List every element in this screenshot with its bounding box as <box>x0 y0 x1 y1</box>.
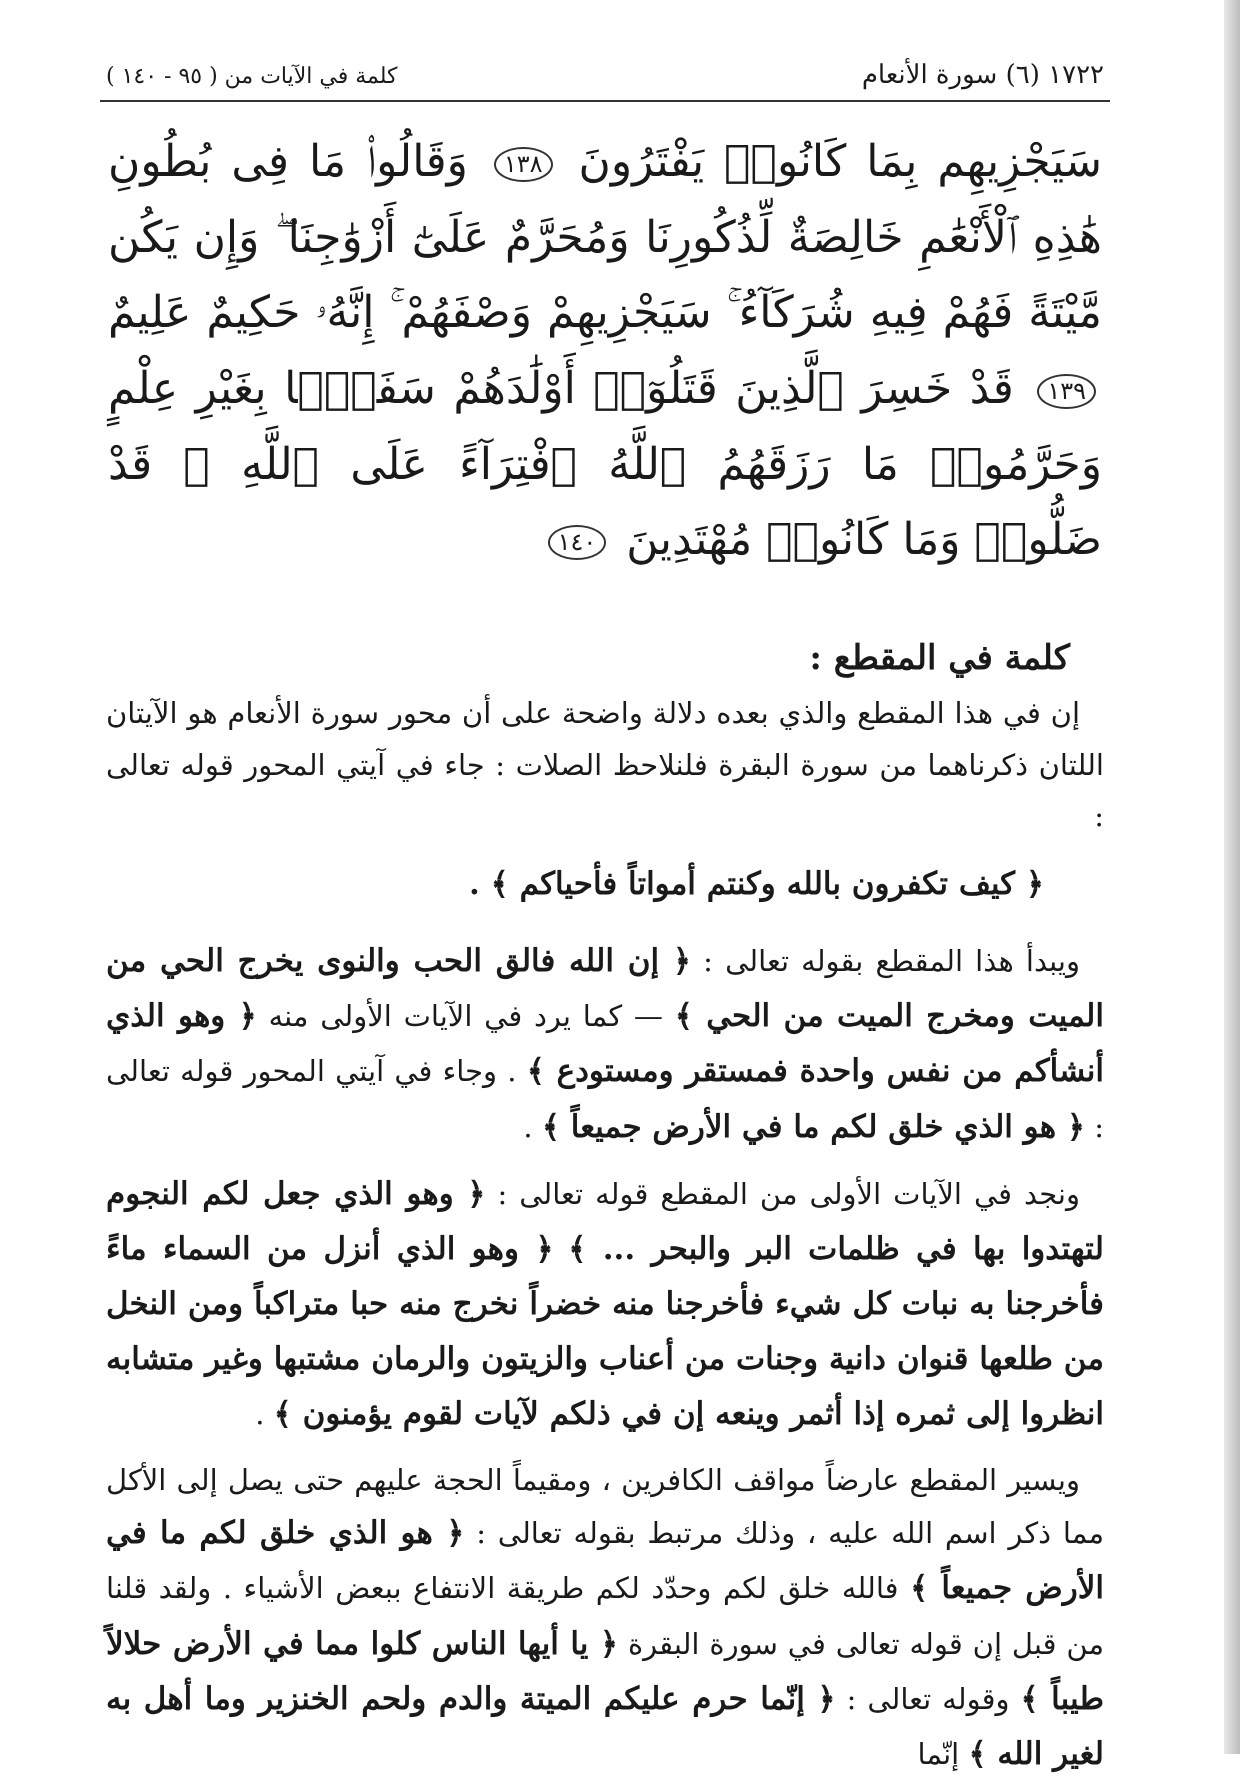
page-number: ١٧٢٢ <box>1048 60 1104 90</box>
text-run: إنّما <box>917 1736 960 1771</box>
quoted-verse: ﴿ وهو الذي أنشأكم من نفس واحدة فمستقر ومستودع ﴾ <box>106 998 1105 1090</box>
page-gutter-shadow <box>1224 0 1240 1754</box>
text-run: ويسير المقطع عارضاً مواقف الكافرين ، ومقيماً الحجة عليهم حتى يصل إلى الأكل مما ذكر اسم الله عليه ، وذلك مرتبط بقوله تعالى : <box>106 1462 1104 1551</box>
verse-number-139: ١٣٩ <box>1037 374 1096 409</box>
paragraph-4 <box>106 1455 1104 1782</box>
quoted-verse-centered: ﴿ كيف تكفرون بالله وكنتم أمواتاً فأحياكم ﴾ . <box>469 865 1044 902</box>
quran-segment: وَقَالُوا۟ مَا فِى بُطُونِ هَٰذِهِ ٱلْأَنْعَٰمِ خَالِصَةٌ لِّذُكُورِنَا وَمُحَرَّمٌ عَلَىٰٓ أَزْوَٰجِنَا ۖ وَإِن يَكُن مَّيْتَةً فَهُمْ فِيهِ شُرَكَآءُ ۚ سَيَجْزِيهِمْ وَصْفَهُمْ ۚ إِنَّهُۥ حَكِيمٌ عَلِيمٌ <box>108 136 1102 339</box>
quran-segment: قَدْ خَسِرَ ٱلَّذِينَ قَتَلُوٓا۟ أَوْلَٰدَهُمْ سَفَهًۢا بِغَيْرِ عِلْمٍ وَحَرَّمُوا۟ مَا رَزَقَهُمُ ٱللَّهُ ٱفْتِرَآءً عَلَى ٱللَّهِ ۚ قَدْ ضَلُّوا۟ وَمَا كَانُوا۟ مُهْتَدِينَ <box>108 363 1102 566</box>
text-run: . وجاء في آيتي المحور قوله تعالى : <box>106 1054 1104 1144</box>
quoted-verse: ﴿ وهو الذي جعل لكم النجوم لتهتدوا بها في ظلمات البر والبحر ... ﴾ <box>106 1175 1104 1267</box>
quoted-verse: ﴿ هو الذي خلق لكم ما في الأرض جميعاً ﴾ <box>106 1515 1104 1607</box>
quoted-verse: ﴿ هو الذي خلق لكم ما في الأرض جميعاً ﴾ <box>541 1108 1085 1145</box>
book-page <box>100 60 1110 1772</box>
surah-name: سورة الأنعام <box>861 60 998 90</box>
quoted-verse: ﴿ إن الله فالق الحب والنوى يخرج الحي من الميت ومخرج الميت من الحي ﴾ <box>106 943 1104 1035</box>
quran-segment: سَيَجْزِيهِم بِمَا كَانُوا۟ يَفْتَرُونَ <box>578 136 1102 187</box>
quran-text-block <box>100 124 1110 578</box>
text-run: فالله خلق لكم وحدّد لكم طريقة الانتفاع ببعض الأشياء . ولقد قلنا من قبل إن قوله تعالى في سورة البقرة <box>106 1571 1104 1661</box>
paragraph-3 <box>106 1167 1104 1443</box>
text-run: . <box>523 1109 533 1144</box>
surah-index: (٦) <box>1005 60 1040 90</box>
verse-number-140: ١٤٠ <box>548 525 607 560</box>
text-run: ويبدأ هذا المقطع بقوله تعالى : <box>703 944 1081 979</box>
paragraph-1: إن في هذا المقطع والذي بعده دلالة واضحة على أن محور سورة الأنعام هو الآيتان اللتان ذكرناهما من سورة البقرة فلنلاحظ الصلات : جاء في آيتي المحور قوله تعالى : <box>106 696 1104 834</box>
page-header <box>100 60 1110 98</box>
section-title: كلمة في المقطع : <box>809 638 1070 679</box>
text-run: وقوله تعالى : <box>846 1681 1010 1716</box>
section-label: كلمة في الآيات من ( ٩٥ - ١٤٠ ) <box>106 64 398 89</box>
quoted-verse: ﴿ إنّما حرم عليكم الميتة والدم ولحم الخنزير وما أهل به لغير الله ﴾ <box>106 1680 1104 1772</box>
header-rule <box>100 100 1110 102</box>
commentary-body <box>100 688 1110 1782</box>
text-run: ونجد في الآيات الأولى من المقطع قوله تعالى : <box>497 1176 1081 1211</box>
header-right <box>862 60 1104 90</box>
quoted-verse: ﴿ وهو الذي أنزل من السماء ماءً فأخرجنا به نبات كل شيء فأخرجنا منه خضراً نخرج منه حبا متراكباً ومن النخل من طلعها قنوان دانية وجنات من أعناب والزيتون والرمان مشتبها وغير متشابه انظروا إلى ثمره إذا أثمر وينعه إن في ذلكم لآيات لقوم يؤمنون ﴾ <box>106 1230 1104 1433</box>
text-run: . <box>255 1397 265 1432</box>
text-run: — كما يرد في الآيات الأولى منه <box>268 999 663 1034</box>
quoted-verse: ﴿ يا أيها الناس كلوا مما في الأرض حلالاً طيباً ﴾ <box>106 1625 1105 1717</box>
paragraph-2 <box>106 934 1104 1155</box>
verse-number-138: ١٣٨ <box>494 147 553 182</box>
